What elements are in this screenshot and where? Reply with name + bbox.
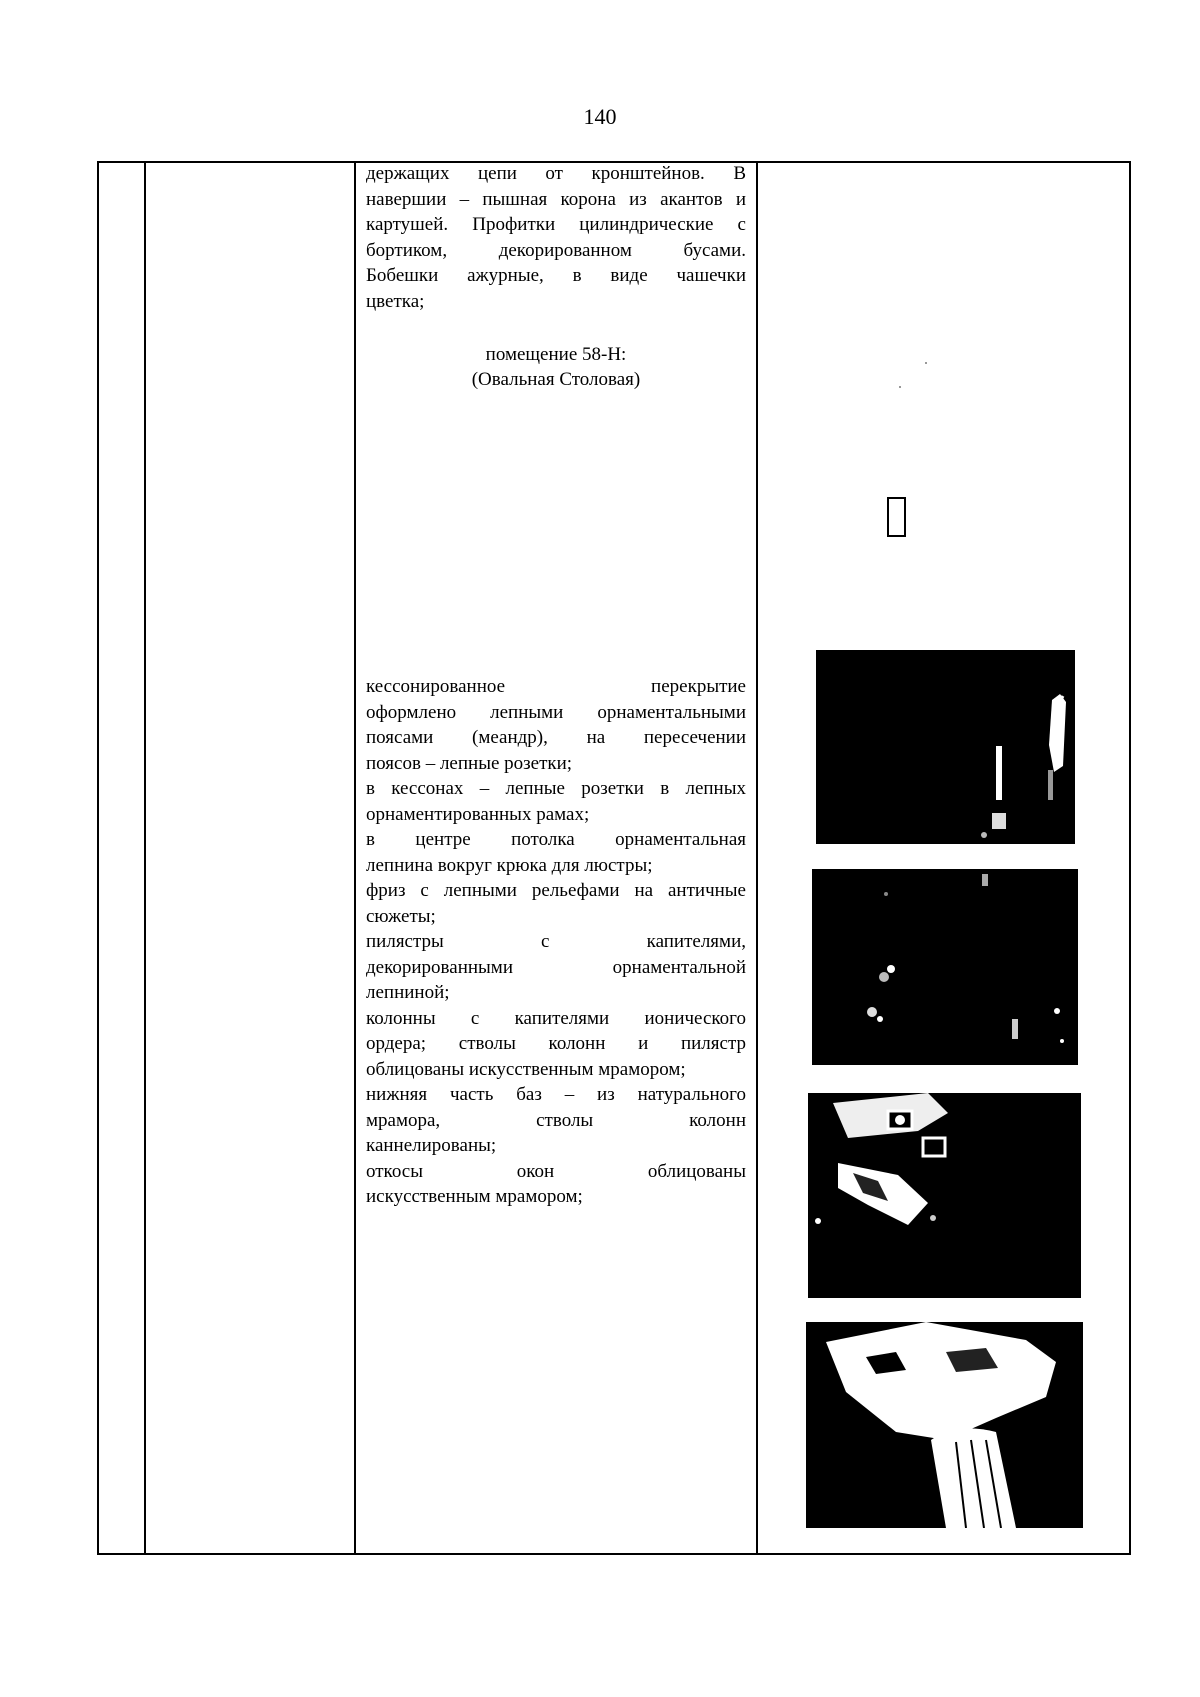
feature-line: декорированными орнаментальной bbox=[366, 956, 746, 978]
feature-item bbox=[366, 1082, 746, 1159]
feature-line: нижняя часть баз – из натурального bbox=[366, 1084, 746, 1105]
feature-line: поясов – лепные розетки; bbox=[366, 752, 573, 774]
photo-1-image bbox=[816, 650, 1075, 844]
feature-line: колонны с капителями ионического bbox=[366, 1007, 746, 1029]
continuation-line: Бобешки ажурные, в виде чашечки bbox=[366, 265, 746, 286]
feature-line: искусственным мрамором; bbox=[366, 1186, 583, 1207]
continuation-line: держащих цепи от кронштейнов. В bbox=[366, 163, 746, 184]
feature-line: фриз с лепными рельефами на античные bbox=[366, 880, 746, 901]
continuation-paragraph bbox=[366, 161, 746, 314]
feature-line: облицованы искусственным мрамором; bbox=[366, 1058, 686, 1080]
feature-line: лепниной; bbox=[366, 982, 450, 1003]
continuation-line: цветка; bbox=[366, 290, 425, 312]
photo-window-with-columns bbox=[816, 650, 1075, 844]
missing-image-placeholder-icon bbox=[887, 497, 906, 537]
feature-line: сюжеты; bbox=[366, 905, 436, 927]
feature-line: орнаментированных рамах; bbox=[366, 803, 590, 825]
continuation-line: картушей. Профитки цилиндрические с bbox=[366, 214, 746, 235]
column-divider-2 bbox=[354, 161, 356, 1555]
continuation-line: бортиком, декорированном бусами. bbox=[366, 239, 746, 261]
table-bottom-border bbox=[97, 1553, 1131, 1555]
table-border-left bbox=[97, 161, 99, 1555]
feature-line: оформлено лепными орнаментальными bbox=[366, 701, 746, 723]
feature-item bbox=[366, 827, 746, 878]
table-border-right bbox=[1129, 161, 1131, 1555]
photo-2-image bbox=[812, 869, 1078, 1065]
feature-line: лепнина вокруг крюка для люстры; bbox=[366, 854, 653, 876]
feature-item bbox=[366, 776, 746, 827]
photo-dark-interior bbox=[812, 869, 1078, 1065]
feature-line: в кессонах – лепные розетки в лепных bbox=[366, 778, 746, 799]
feature-line: в центре потолка орнаментальная bbox=[366, 829, 746, 850]
room-title: помещение 58-Н: bbox=[485, 344, 627, 365]
room-name: (Овальная Столовая) bbox=[471, 369, 641, 390]
photo-4-image bbox=[806, 1322, 1083, 1528]
feature-line: поясами (меандр), на пересечении bbox=[366, 727, 746, 748]
room-heading bbox=[366, 342, 746, 392]
feature-item bbox=[366, 1006, 746, 1083]
feature-line: мрамора, стволы колонн bbox=[366, 1109, 746, 1131]
feature-item bbox=[366, 929, 746, 1006]
scan-speck bbox=[899, 386, 901, 388]
continuation-line: навершии – пышная корона из акантов и bbox=[366, 188, 746, 210]
column-divider-3 bbox=[756, 161, 758, 1555]
feature-list bbox=[366, 674, 746, 1210]
photo-ionic-column-capital bbox=[806, 1322, 1083, 1528]
feature-item bbox=[366, 878, 746, 929]
feature-item bbox=[366, 1159, 746, 1210]
photo-3-image bbox=[808, 1093, 1081, 1298]
feature-line: кессонированное перекрытие bbox=[366, 676, 746, 697]
photo-coffered-ceiling bbox=[808, 1093, 1081, 1298]
page-number: 140 bbox=[583, 104, 617, 129]
feature-line: каннелированы; bbox=[366, 1135, 497, 1156]
feature-line: откосы окон облицованы bbox=[366, 1160, 746, 1182]
column-divider-1 bbox=[144, 161, 146, 1555]
feature-line: ордера; стволы колонн и пилястр bbox=[366, 1033, 746, 1054]
feature-line: пилястры с капителями, bbox=[366, 931, 746, 952]
scan-speck bbox=[925, 362, 927, 364]
feature-item bbox=[366, 674, 746, 776]
